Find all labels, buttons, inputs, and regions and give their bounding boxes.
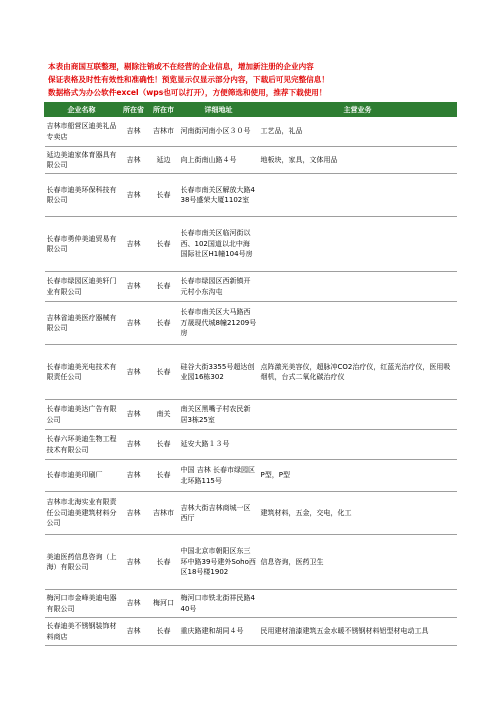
cell-city: 长春 bbox=[149, 345, 179, 400]
cell-business: 工艺品，礼品 bbox=[259, 117, 457, 147]
cell-province: 吉林 bbox=[119, 590, 149, 618]
table-row bbox=[45, 400, 457, 430]
column-header-address: 详细地址 bbox=[179, 103, 259, 117]
cell-province: 吉林 bbox=[119, 400, 149, 430]
cell-business bbox=[259, 430, 457, 460]
table-row bbox=[45, 460, 457, 492]
cell-company: 梅河口市金峰美迪电器有限公司 bbox=[45, 590, 119, 618]
cell-province: 吉林 bbox=[119, 117, 149, 147]
notice-block bbox=[48, 60, 468, 99]
cell-business: 民用建材油漆建筑五金水暖不锈钢材料铝型材电动工具 bbox=[259, 618, 457, 646]
table-row bbox=[45, 217, 457, 272]
cell-business bbox=[259, 400, 457, 430]
company-table bbox=[44, 102, 457, 646]
cell-province: 吉林 bbox=[119, 618, 149, 646]
table-row bbox=[45, 345, 457, 400]
notice-line: 本表由商国互联整理，剔除注销或不在经营的企业信息，增加新注册的企业内容 bbox=[48, 62, 314, 71]
table-row bbox=[45, 272, 457, 302]
cell-city: 延边 bbox=[149, 147, 179, 174]
cell-address: 延安大路１３号 bbox=[179, 430, 259, 460]
cell-company: 延边美迪家体育器具有限公司 bbox=[45, 147, 119, 174]
column-header-company: 企业名称 bbox=[45, 103, 119, 117]
cell-province: 吉林 bbox=[119, 217, 149, 272]
table-row bbox=[45, 302, 457, 345]
cell-company: 吉林市北海实业有限责任公司迪美建筑材料分公司 bbox=[45, 492, 119, 535]
cell-business: 信息咨询，医药卫生 bbox=[259, 535, 457, 590]
table-header-row bbox=[45, 103, 457, 117]
cell-address: 中国 吉林 长春市绿园区 北环路115号 bbox=[179, 460, 259, 492]
cell-address: 长春市绿园区西新镇开元村小东沟屯 bbox=[179, 272, 259, 302]
column-header-business: 主营业务 bbox=[259, 103, 457, 117]
cell-company: 长春六环美迪生物工程技术有限公司 bbox=[45, 430, 119, 460]
column-header-province: 所在省 bbox=[119, 103, 149, 117]
cell-province: 吉林 bbox=[119, 174, 149, 217]
notice-line: 数据格式为办公软件excel（wps也可以打开），方便筛选和使用，推荐下载使用！ bbox=[48, 88, 327, 97]
cell-business: P型，P型 bbox=[259, 460, 457, 492]
cell-city: 长春 bbox=[149, 272, 179, 302]
notice-line: 保证表格及时性有效性和准确性！预览显示仅显示部分内容，下载后可见完整信息！ bbox=[48, 75, 329, 84]
cell-company: 长春市勇仲美迪贸易有限公司 bbox=[45, 217, 119, 272]
cell-city: 吉林市 bbox=[149, 117, 179, 147]
cell-city: 吉林市 bbox=[149, 492, 179, 535]
cell-address: 长春市南关区临河街以西、102国道以北中海国际社区H1幢104号房 bbox=[179, 217, 259, 272]
column-header-city: 所在市 bbox=[149, 103, 179, 117]
cell-city: 南关 bbox=[149, 400, 179, 430]
cell-province: 吉林 bbox=[119, 492, 149, 535]
table-row bbox=[45, 117, 457, 147]
cell-address: 长春市南关区解放大路438号盛荣大厦1102室 bbox=[179, 174, 259, 217]
cell-province: 吉林 bbox=[119, 535, 149, 590]
cell-business bbox=[259, 174, 457, 217]
cell-company: 吉林省迪美医疗器械有限公司 bbox=[45, 302, 119, 345]
table-row bbox=[45, 174, 457, 217]
cell-province: 吉林 bbox=[119, 430, 149, 460]
cell-address: 河南街河南小区３０号 bbox=[179, 117, 259, 147]
cell-address: 中国北京市朝阳区东三环中路39号建外Soho西区18号楼1902 bbox=[179, 535, 259, 590]
cell-company: 长春迪美不锈钢装饰材料商店 bbox=[45, 618, 119, 646]
cell-address: 吉林大街吉林商城一区西厅 bbox=[179, 492, 259, 535]
cell-business: 点阵激光美容仪，超脉冲CO2治疗仪，红蓝光治疗仪，医用吸烟机，台式二氧化碳治疗仪 bbox=[259, 345, 457, 400]
cell-business: 地板块，家具，文体用品 bbox=[259, 147, 457, 174]
cell-address: 南关区黑嘴子村农民新居3栋25室 bbox=[179, 400, 259, 430]
cell-city: 长春 bbox=[149, 174, 179, 217]
table-row bbox=[45, 535, 457, 590]
cell-business bbox=[259, 302, 457, 345]
cell-address: 硅谷大街3355号超达创业园16栋302 bbox=[179, 345, 259, 400]
cell-address: 重庆路建和胡同４号 bbox=[179, 618, 259, 646]
cell-company: 美迪医药信息咨询（上海）有限公司 bbox=[45, 535, 119, 590]
cell-address: 长春市南关区大马路西万晟现代城8幢21209号房 bbox=[179, 302, 259, 345]
cell-address: 梅河口市铁北街祥民路440号 bbox=[179, 590, 259, 618]
cell-city: 长春 bbox=[149, 302, 179, 345]
cell-province: 吉林 bbox=[119, 147, 149, 174]
cell-business: 建筑材料，五金，交电，化工 bbox=[259, 492, 457, 535]
table-row bbox=[45, 147, 457, 174]
table-row bbox=[45, 430, 457, 460]
cell-company: 长春市迪美光电技术有限责任公司 bbox=[45, 345, 119, 400]
cell-province: 吉林 bbox=[119, 272, 149, 302]
table-row bbox=[45, 618, 457, 646]
cell-company: 长春市迪美环保科技有限公司 bbox=[45, 174, 119, 217]
cell-business bbox=[259, 272, 457, 302]
cell-province: 吉林 bbox=[119, 460, 149, 492]
cell-company: 长春市迪美印刷厂 bbox=[45, 460, 119, 492]
cell-city: 长春 bbox=[149, 430, 179, 460]
cell-province: 吉林 bbox=[119, 302, 149, 345]
cell-business bbox=[259, 590, 457, 618]
cell-company: 长春市迪美达广告有限公司 bbox=[45, 400, 119, 430]
cell-city: 梅河口 bbox=[149, 590, 179, 618]
table-row bbox=[45, 492, 457, 535]
cell-city: 长春 bbox=[149, 460, 179, 492]
cell-province: 吉林 bbox=[119, 345, 149, 400]
cell-city: 长春 bbox=[149, 535, 179, 590]
cell-company: 长春市绿园区迪美轩门业有限公司 bbox=[45, 272, 119, 302]
cell-city: 长春 bbox=[149, 618, 179, 646]
cell-company: 吉林市船营区迪美礼品专卖店 bbox=[45, 117, 119, 147]
cell-city: 长春 bbox=[149, 217, 179, 272]
cell-business bbox=[259, 217, 457, 272]
cell-address: 向上街南山路４号 bbox=[179, 147, 259, 174]
table-row bbox=[45, 590, 457, 618]
